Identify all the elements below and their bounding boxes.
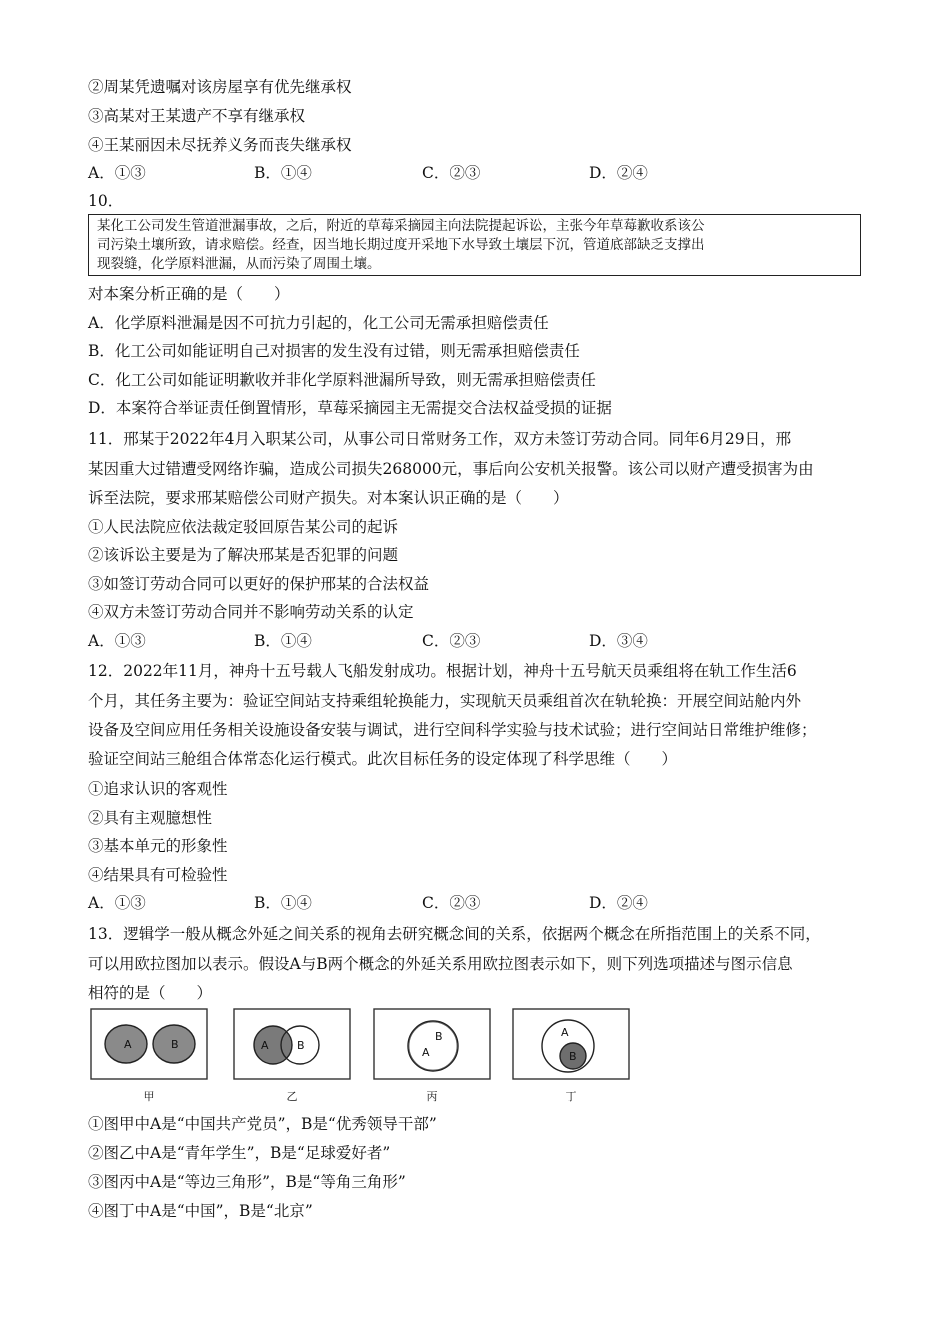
q13-stem-line: 相符的是（ ）	[88, 984, 213, 1002]
q10-question: 对本案分析正确的是（ ）	[88, 285, 290, 303]
euler-diagram-ding	[512, 1008, 630, 1080]
q9-option-c[interactable]: C．②③	[422, 164, 481, 182]
q10-option-b[interactable]: B．化工公司如能证明自己对损害的发生没有过错，则无需承担赔偿责任	[88, 342, 580, 360]
q11-item-4: ④双方未签订劳动合同并不影响劳动关系的认定	[88, 603, 414, 621]
q13-item-3: ③图丙中A是“等边三角形”，B是“等角三角形”	[88, 1173, 406, 1191]
q12-option-c[interactable]: C．②③	[422, 894, 481, 912]
diagram-label-ding: 丁	[565, 1090, 577, 1103]
q11-option-d[interactable]: D．③④	[589, 632, 648, 650]
q11-stem-line: 某因重大过错遭受网络诈骗，造成公司损失268000元，事后向公安机关报警。该公司以财产遭受损害为由	[88, 460, 814, 478]
q13-stem-line: 13．逻辑学一般从概念外延之间关系的视角去研究概念间的关系，依据两个概念在所指范围上的关系不同，	[88, 925, 821, 943]
euler-diagram-bing	[373, 1008, 491, 1080]
q13-item-2: ②图乙中A是“青年学生”，B是“足球爱好者”	[88, 1144, 391, 1162]
circle-label-b: B	[171, 1038, 179, 1051]
q9-item-2: ②周某凭遗嘱对该房屋享有优先继承权	[88, 78, 352, 96]
q9-item-4: ④王某丽因未尽抚养义务而丧失继承权	[88, 136, 352, 154]
q10-case-line: 现裂缝，化学原料泄漏，从而污染了周围土壤。	[97, 256, 381, 272]
q11-item-2: ②该诉讼主要是为了解决邢某是否犯罪的问题	[88, 546, 399, 564]
q12-stem-line: 验证空间站三舱组合体常态化运行模式。此次目标任务的设定体现了科学思维（ ）	[88, 750, 678, 768]
q12-item-3: ③基本单元的形象性	[88, 837, 228, 855]
q12-options	[88, 893, 788, 913]
circle-label-a: A	[124, 1038, 132, 1051]
q10-case-box	[88, 214, 861, 276]
q12-stem-line: 设备及空间应用任务相关设施设备安装与调试，进行空间科学实验与技术试验；进行空间站日常维护维修；	[88, 721, 817, 739]
q13-stem-line: 可以用欧拉图加以表示。假设A与B两个概念的外延关系用欧拉图表示如下，则下列选项描述与图示信息	[88, 955, 793, 973]
q11-options	[88, 631, 788, 651]
q9-option-b[interactable]: B．①④	[254, 164, 312, 182]
q10-option-a[interactable]: A．化学原料泄漏是因不可抗力引起的，化工公司无需承担赔偿责任	[88, 314, 549, 332]
q12-item-4: ④结果具有可检验性	[88, 866, 228, 884]
circle-label-b: B	[435, 1030, 443, 1043]
q12-option-b[interactable]: B．①④	[254, 894, 312, 912]
q12-item-1: ①追求认识的客观性	[88, 780, 228, 798]
q12-option-a[interactable]: A．①③	[88, 894, 146, 912]
q13-item-4: ④图丁中A是“中国”，B是“北京”	[88, 1202, 313, 1220]
q9-options	[88, 163, 788, 183]
circle-label-a: A	[422, 1046, 430, 1059]
diagram-label-yi: 乙	[286, 1090, 298, 1103]
q9-option-d[interactable]: D．②④	[589, 164, 648, 182]
circle-label-a: A	[261, 1039, 269, 1052]
q11-option-a[interactable]: A．①③	[88, 632, 146, 650]
q10-option-d[interactable]: D．本案符合举证责任倒置情形，草莓采摘园主无需提交合法权益受损的证据	[88, 399, 612, 417]
q9-item-3: ③高某对王某遗产不享有继承权	[88, 107, 306, 125]
q12-option-d[interactable]: D．②④	[589, 894, 648, 912]
diagram-label-bing: 丙	[426, 1090, 438, 1103]
circle-label-b: B	[569, 1050, 577, 1063]
q11-item-3: ③如签订劳动合同可以更好的保护邢某的合法权益	[88, 575, 430, 593]
q11-option-c[interactable]: C．②③	[422, 632, 481, 650]
q10-case-line: 某化工公司发生管道泄漏事故，之后，附近的草莓采摘园主向法院提起诉讼，主张今年草莓歉收系该公	[97, 218, 705, 234]
q13-item-1: ①图甲中A是“中国共产党员”，B是“优秀领导干部”	[88, 1115, 437, 1133]
q11-stem-line: 11．邢某于2022年4月入职某公司，从事公司日常财务工作，双方未签订劳动合同。同年6月29日，邢	[88, 430, 792, 448]
q11-option-b[interactable]: B．①④	[254, 632, 312, 650]
q10-number: 10．	[88, 192, 124, 210]
euler-diagrams	[88, 1008, 648, 1104]
q12-stem-line: 12．2022年11月，神舟十五号载人飞船发射成功。根据计划，神舟十五号航天员乘组将在轨工作生活6	[88, 662, 797, 680]
euler-diagram-yi	[233, 1008, 351, 1080]
circle-label-a: A	[561, 1026, 569, 1039]
q9-option-a[interactable]: A．①③	[88, 164, 146, 182]
q10-option-c[interactable]: C．化工公司如能证明歉收并非化学原料泄漏所导致，则无需承担赔偿责任	[88, 371, 596, 389]
euler-diagram-jia	[90, 1008, 208, 1080]
circle-label-b: B	[297, 1039, 305, 1052]
q11-stem-line: 诉至法院，要求邢某赔偿公司财产损失。对本案认识正确的是（ ）	[88, 489, 569, 507]
q12-item-2: ②具有主观臆想性	[88, 809, 213, 827]
q10-case-line: 司污染土壤所致，请求赔偿。经查，因当地长期过度开采地下水导致土壤层下沉，管道底部缺乏支撑出	[97, 237, 705, 253]
q11-item-1: ①人民法院应依法裁定驳回原告某公司的起诉	[88, 518, 399, 536]
q12-stem-line: 个月，其任务主要为：验证空间站支持乘组轮换能力，实现航天员乘组首次在轨轮换：开展空间站舱内外	[88, 692, 802, 710]
diagram-label-jia: 甲	[143, 1090, 155, 1103]
